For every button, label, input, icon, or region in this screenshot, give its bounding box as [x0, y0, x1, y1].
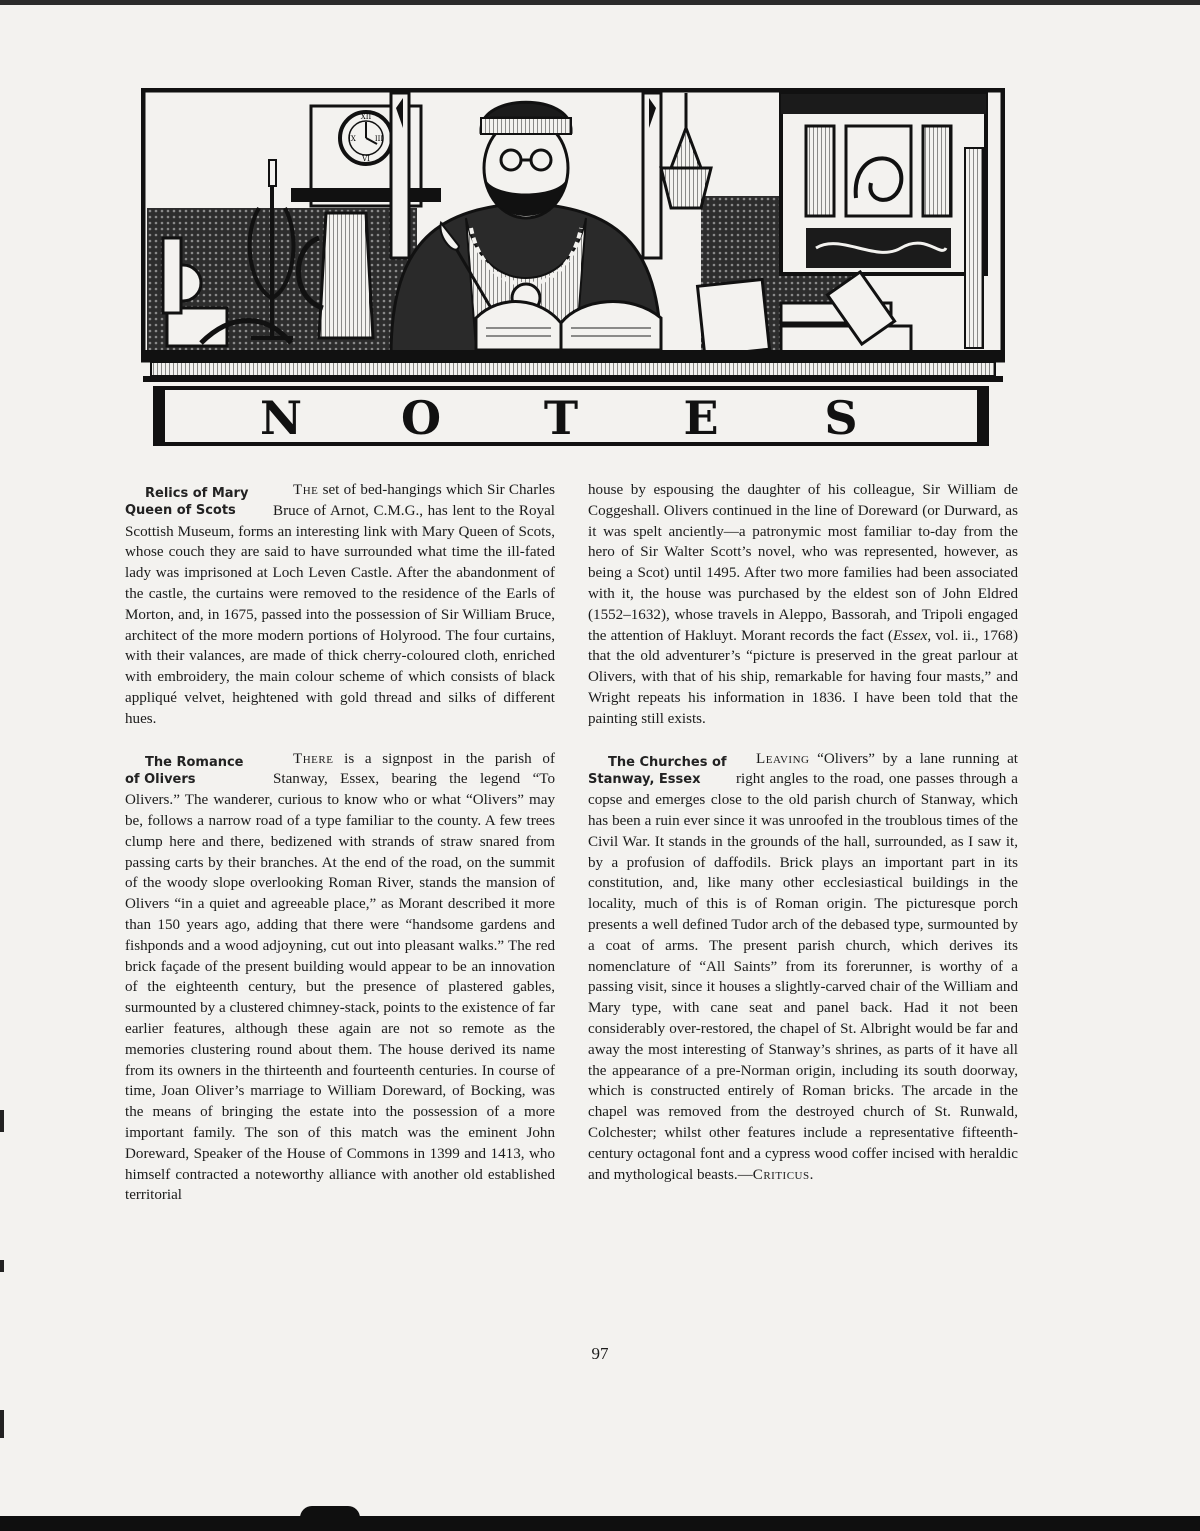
article-relics-of-mary [125, 480, 555, 730]
title-letter-o: O [400, 391, 442, 445]
article-paragraph: house by espousing the daughter of his colleague, Sir William de Coggeshall. Olivers continued in the line of Doreward (or Durward, as it was spelt anciently—a patronymic most familiar to-day from the hero of Sir Walter Scott’s novel, who was represented, however, as being a Scot) until 1495. After two more families had been associated with it, the house was purchased by the eldest son of John Eldred (1552–1632), whose travels in Aleppo, Bassorah, and Tripoli engaged the attention of Hakluyt. Morant records the fact (Essex, vol. ii., 1768) that the old adventurer’s “picture is preserved in the great parlour at Olivers, with that of his ship, remarkable for having four masts,” and Wright repeats his information in 1836. I have been told that the painting still exists. [588, 482, 1018, 727]
title-letter-t: T [543, 391, 579, 445]
clock-numeral: III [374, 135, 384, 143]
sidehead: The Churches of Stanway, Essex [588, 754, 727, 787]
page-top-edge [0, 0, 1200, 5]
clock-numeral: IX [348, 135, 356, 143]
clock-numeral: XII [360, 113, 372, 121]
title-letter-s: S [824, 391, 858, 445]
right-column [588, 480, 1018, 1204]
binding-marks [0, 1110, 5, 1440]
article-churches-of-stanway [588, 749, 1018, 1186]
sidehead: Relics of Mary Queen of Scots [125, 486, 249, 518]
sidehead: The Romance of Olivers [125, 754, 244, 787]
lead-word: There [293, 750, 334, 767]
article-romance-continued [588, 480, 1018, 730]
lead-word: Leaving [756, 750, 810, 767]
page-bottom-edge [0, 1516, 1200, 1531]
lead-word: The [293, 482, 319, 498]
article-paragraph: Relics of Mary Queen of Scots The set of bed-hangings which Sir Charles Bruce of Arnot, C.M.G., has lent to the Royal Scottish Museum, forms an interesting link with Mary Queen of Scots, whose couch they are said to have surrounded what time the ill-fated lady was imprisoned at Loch Leven Castle. After the abandonment of the castle, the curtains were removed to the residence of the Earls of Morton, and, in 1675, passed into the possession of Sir William Bruce, architect of the more modern portions of Holyrood. The four curtains, with their valances, are made of thick cherry-coloured cloth, enriched with embroidery, the main colour scheme of which consists of black appliqué velvet, heightened with gold thread and silks of different hues. [125, 482, 555, 727]
signature: Criticus. [752, 1166, 814, 1183]
title-letter-e: E [683, 391, 719, 445]
page-number: 97 [591, 1344, 609, 1363]
title-letter-n: N [259, 391, 303, 445]
clock-numeral: VI [362, 155, 370, 163]
left-column [125, 480, 555, 1225]
notes-header-illustration [141, 88, 1005, 446]
article-paragraph: The Churches of Stanway, Essex Leaving “Olivers” by a lane running at right angles to the road, one passes through a copse and emerges close to the old parish church of Stanway, which has been a ruin ever since it was unroofed in the troublous times of the Civil War. It stands in the grounds of the hall, surrounded, as I saw it, by a profusion of daffodils. Brick plays an important part in its constitution, and, like many other ecclesiastical buildings in the locality, much of this is of Roman origin. The picturesque porch presents a well defined Tudor arch of the debased type, surmounted by a coat of arms. The present parish church, which derives its nomenclature of “All Saints” from its forerunner, is worthy of a passing visit, since it houses a slightly-carved chair of the William and Mary type, with cane seat and panel back. Had it not been considerably over-restored, the chapel of St. Albright would be far and away the most interesting of Stanway’s shrines, as parts of it have all the appearance of a pre-Norman origin, including its south doorway, which is constructed entirely of Roman bricks. The arcade in the chapel was removed from the destroyed church of St. Runwald, Colchester; whilst other features include a representative fifteenth-century octagonal font and a cypress wood coffer incised with heraldic and mythological beasts.—Criticus. [588, 750, 1018, 1183]
article-romance-of-olivers [125, 749, 555, 1207]
article-paragraph: The Romance of Olivers There is a signpost in the parish of Stanway, Essex, bearing the legend “To Olivers.” The wanderer, curious to know who or what “Olivers” may be, follows a narrow road of a type familiar to the county. A few trees clump here and there, bedizened with strands of straw snared from passing carts by their branches. At the end of the road, on the summit of the woody slope overlooking Roman River, stands the mansion of Olivers “in a quiet and agreeable place,” as Morant described it more than 150 years ago, adding that there were “handsome gardens and fishponds and a wood adjoyning, cut out into pleasant walks.” The red brick façade of the present building would appear to be an innovation of the eighteenth century, but the presence of plastered gables, surmounted by a clustered chimney-stack, points to the existence of far earlier features, although these again are not so remote as the memories clustering round about them. The house derived its name from its owners in the thirteenth and fourteenth centuries. In course of time, Joan Oliver’s marriage to William Doreward, of Bocking, was the means of bringing the estate into the possession of a more important family. The son of this match was the eminent John Doreward, Speaker of the House of Commons in 1399 and 1413, who himself contracted a noteworthy alliance with another old established territorial [125, 750, 555, 1204]
